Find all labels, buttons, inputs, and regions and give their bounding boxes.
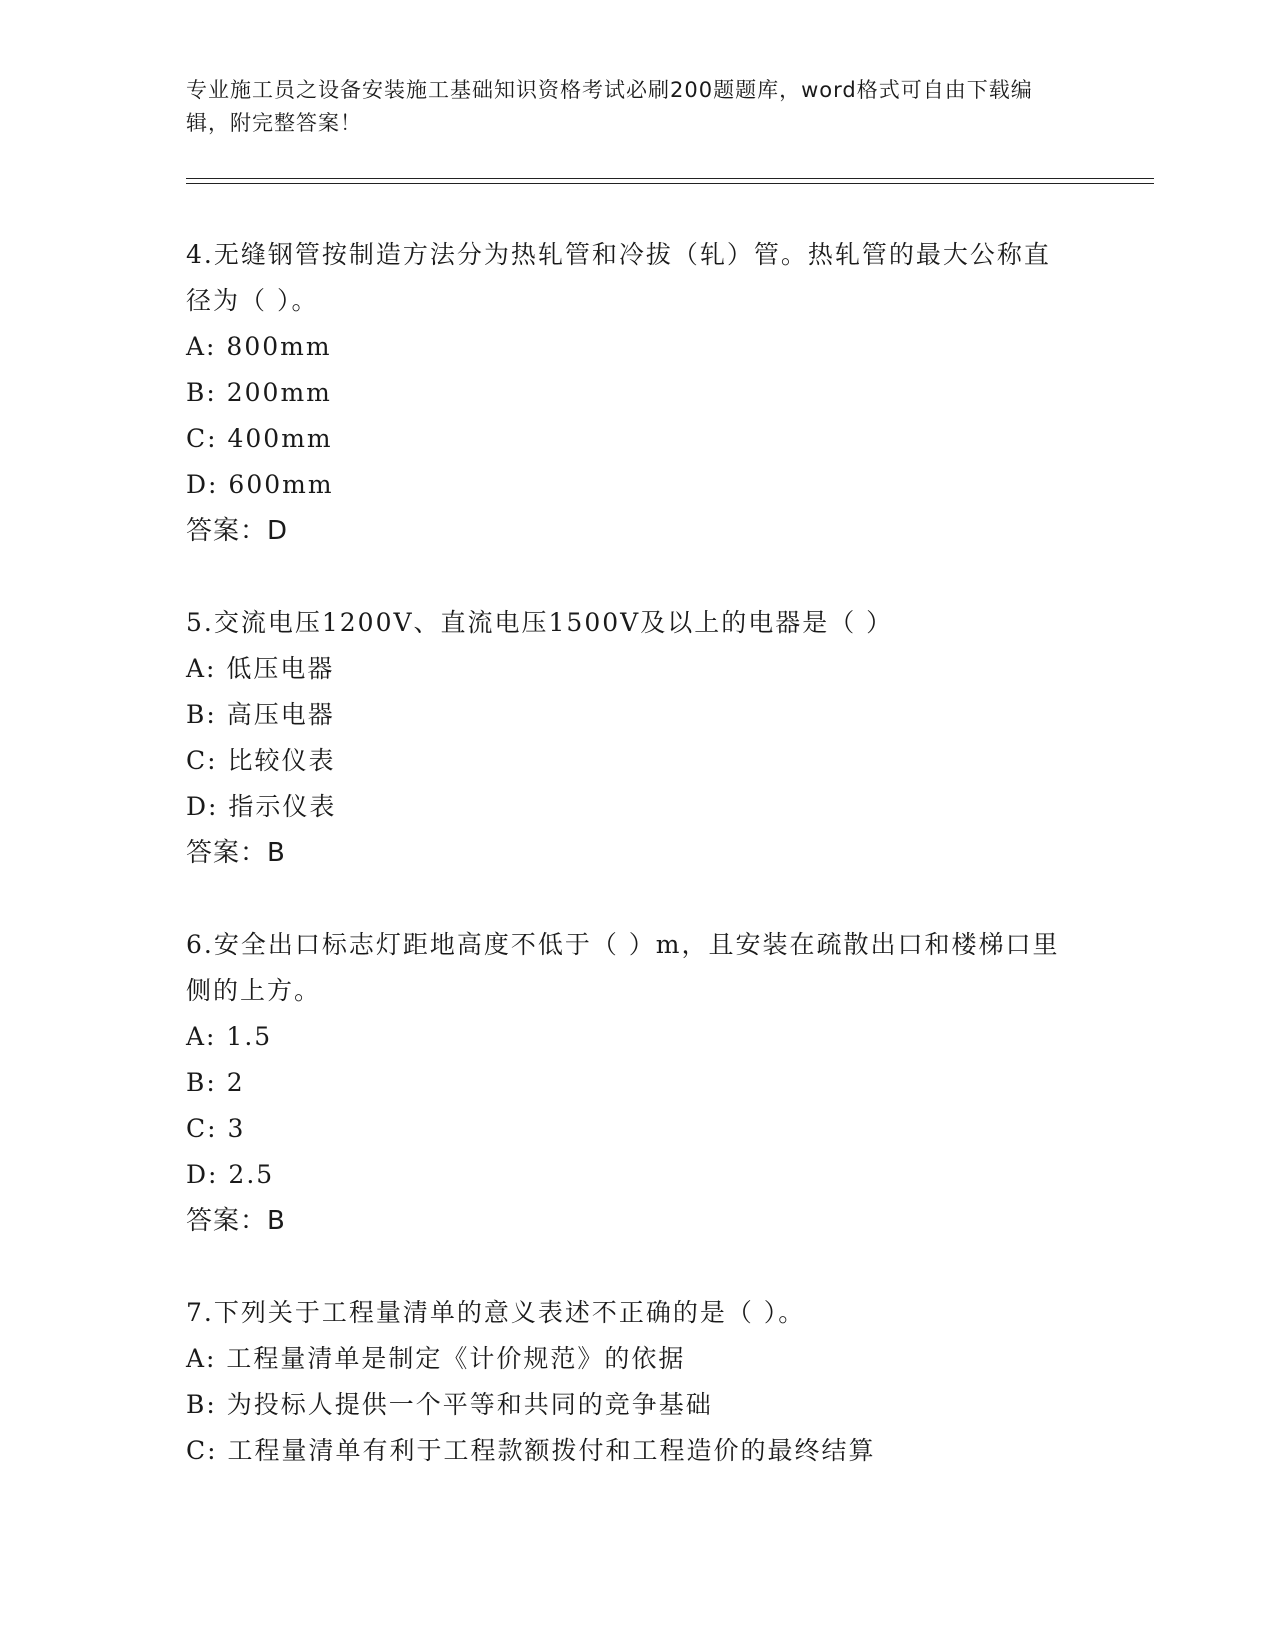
question-7: [186, 1290, 1066, 1474]
question-5: [186, 600, 1066, 876]
option-c: C: 工程量清单有利于工程款额拨付和工程造价的最终结算: [186, 1436, 876, 1465]
question-text: 6.安全出口标志灯距地高度不低于（ ）m，且安装在疏散出口和楼梯口里侧的上方。: [186, 930, 1060, 1005]
option-a: A: 低压电器: [186, 654, 335, 683]
question-text: 4.无缝钢管按制造方法分为热轧管和冷拔（轧）管。热轧管的最大公称直径为（ ）。: [186, 240, 1051, 315]
answer-line: 答案：B: [186, 838, 286, 868]
option-c: C: 比较仪表: [186, 746, 336, 775]
header-rule-top: [186, 178, 1154, 179]
option-a: A: 工程量清单是制定《计价规范》的依据: [186, 1344, 686, 1373]
option-b: B: 2: [186, 1068, 245, 1097]
answer-line: 答案：B: [186, 1206, 286, 1236]
question-4: [186, 232, 1066, 554]
option-a: A: 800mm: [186, 332, 332, 361]
option-a: A: 1.5: [186, 1022, 273, 1051]
option-b: B: 高压电器: [186, 700, 335, 729]
option-d: D: 指示仪表: [186, 792, 337, 821]
option-c: C: 400mm: [186, 424, 333, 453]
question-6: [186, 922, 1066, 1244]
document-header: [186, 74, 1066, 140]
question-text: 5.交流电压1200V、直流电压1500V及以上的电器是（ ）: [186, 608, 894, 637]
question-text: 7.下列关于工程量清单的意义表述不正确的是（ ）。: [186, 1298, 806, 1327]
header-rule-bottom: [186, 183, 1154, 184]
option-b: B: 为投标人提供一个平等和共同的竞争基础: [186, 1390, 713, 1419]
question-list: [186, 232, 1066, 1520]
option-c: C: 3: [186, 1114, 246, 1143]
option-b: B: 200mm: [186, 378, 332, 407]
option-d: D: 2.5: [186, 1160, 275, 1189]
option-d: D: 600mm: [186, 470, 334, 499]
header-title: 专业施工员之设备安装施工基础知识资格考试必刷200题题库，word格式可自由下载编辑，附完整答案！: [186, 78, 1033, 135]
answer-line: 答案：D: [186, 516, 289, 546]
